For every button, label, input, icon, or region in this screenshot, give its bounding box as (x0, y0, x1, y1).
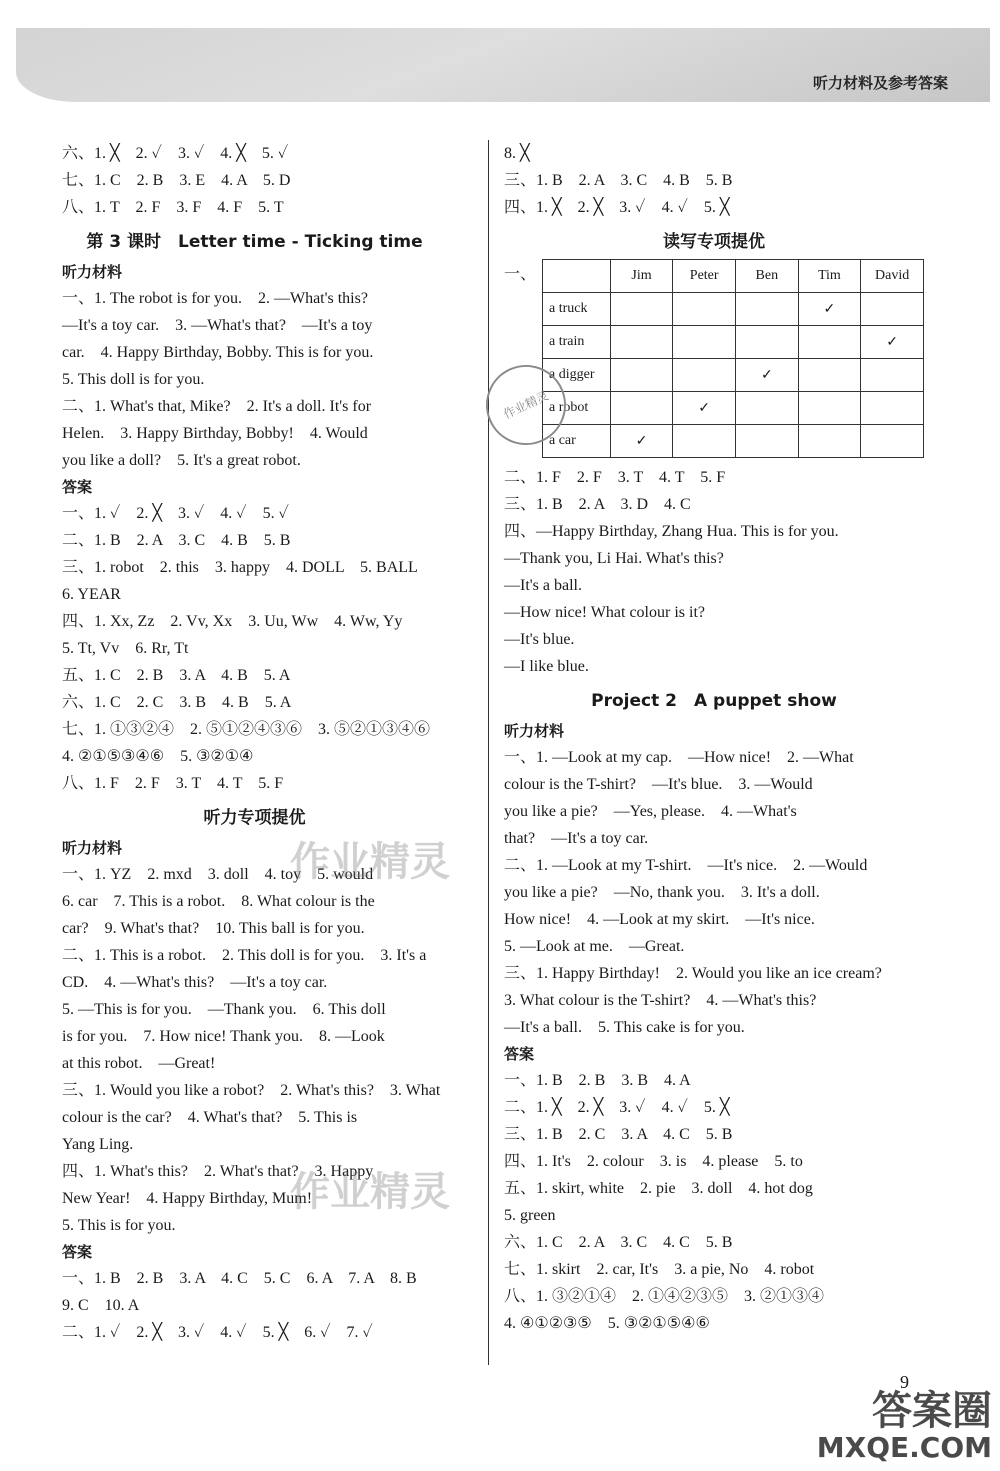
text-line: 二、1. This is a robot. 2. This doll is for you. 3. It's a (62, 947, 427, 964)
right-top-answers (504, 140, 924, 221)
text-line: 一、1. The robot is for you. 2. —What's this? (62, 290, 368, 307)
answer-line: 5. Tt, Vv 6. Rr, Tt (62, 640, 189, 657)
text-line: 5. —This is for you. —Thank you. 6. This doll (62, 1001, 386, 1018)
table-cell (861, 392, 924, 425)
text-line: car? 9. What's that? 10. This ball is for you. (62, 920, 365, 937)
lesson-title: 第 3 课时 Letter time - Ticking time (86, 232, 423, 252)
table-cell: ✓ (798, 293, 861, 326)
table-cell (610, 392, 673, 425)
text-line: 5. This is for you. (62, 1217, 176, 1234)
table-row (543, 293, 924, 326)
answer-line: —It's blue. (504, 631, 575, 648)
answer-line: —I like blue. (504, 658, 589, 675)
table-cell (610, 293, 673, 326)
text-line: 5. —Look at me. —Great. (504, 938, 685, 955)
table-header-cell: Jim (610, 260, 673, 293)
table-cell (861, 293, 924, 326)
answers-heading: 答案 (62, 1243, 93, 1261)
listening-heading: 听力材料 (62, 263, 123, 281)
right-column (504, 140, 924, 1337)
answer-line: 七、1. C 2. B 3. E 4. A 5. D (62, 172, 291, 189)
answer-line: 五、1. skirt, white 2. pie 3. doll 4. hot dog (504, 1180, 813, 1197)
text-line: 一、1. —Look at my cap. —How nice! 2. —What (504, 749, 854, 766)
answer-line: 七、1. ①③②④ 2. ⑤①②④③⑥ 3. ⑤②①③④⑥ (62, 721, 431, 738)
column-divider (488, 140, 489, 1365)
s3-answers-block (504, 464, 924, 680)
text-line: Yang Ling. (62, 1136, 134, 1153)
row-label: a train (543, 326, 611, 359)
table-cell: ✓ (736, 359, 799, 392)
table-cell (798, 425, 861, 458)
answer-line: 三、1. robot 2. this 3. happy 4. DOLL 5. BALL (62, 559, 418, 576)
text-line: How nice! 4. —Look at my skirt. —It's nice. (504, 911, 815, 928)
answer-line: 4. ④①②③⑤ 5. ③②①⑤④⑥ (504, 1315, 710, 1332)
table-cell (798, 392, 861, 425)
project-title: Project 2 A puppet show (591, 691, 837, 711)
answer-line: 八、1. ③②①④ 2. ①④②③⑤ 3. ②①③④ (504, 1288, 825, 1305)
table-cell (610, 326, 673, 359)
answer-line: 三、1. B 2. C 3. A 4. C 5. B (504, 1126, 733, 1143)
answer-line: 四、—Happy Birthday, Zhang Hua. This is for you. (504, 523, 839, 540)
left-top-answers (62, 140, 447, 221)
site-watermark-title: 答案圈 (872, 1388, 992, 1434)
answer-line: —How nice! What colour is it? (504, 604, 705, 621)
table-cell (861, 359, 924, 392)
text-line: car. 4. Happy Birthday, Bobby. This is for you. (62, 344, 374, 361)
answer-line: 二、1. ╳ 2. ╳ 3. ✓ 4. ✓ 5. ╳ (504, 1099, 730, 1116)
text-line: New Year! 4. Happy Birthday, Mum! (62, 1190, 313, 1207)
text-line: 二、1. What's that, Mike? 2. It's a doll. It's for (62, 398, 372, 415)
text-line: —It's a ball. 5. This cake is for you. (504, 1019, 745, 1036)
lesson-listening-block (62, 285, 447, 474)
table-cell: ✓ (673, 392, 736, 425)
toy-table-wrap (504, 259, 924, 458)
row-label: a car (543, 425, 611, 458)
answer-line: 二、1. B 2. A 3. C 4. B 5. B (62, 532, 291, 549)
answer-line: 五、1. C 2. B 3. A 4. B 5. A (62, 667, 291, 684)
text-line: 四、1. What's this? 2. What's that? 3. Happy (62, 1163, 374, 1180)
answer-line: 一、1. ✓ 2. ╳ 3. ✓ 4. ✓ 5. ✓ (62, 505, 289, 522)
answer-line: 四、1. ╳ 2. ╳ 3. ✓ 4. ✓ 5. ╳ (504, 199, 730, 216)
page-number: 9 (900, 1372, 909, 1392)
text-line: 5. This doll is for you. (62, 371, 205, 388)
row-label: a digger (543, 359, 611, 392)
text-line: 三、1. Would you like a robot? 2. What's this? 3. What (62, 1082, 441, 1099)
text-line: colour is the car? 4. What's that? 5. This is (62, 1109, 358, 1126)
stamp-text: 作业精灵 (501, 388, 551, 422)
toy-table (542, 259, 924, 458)
answer-line: 二、1. ✓ 2. ╳ 3. ✓ 4. ✓ 5. ╳ 6. ✓ 7. ✓ (62, 1324, 373, 1341)
s2-answers-block (62, 1265, 447, 1346)
text-line: is for you. 7. How nice! Thank you. 8. —Look (62, 1028, 385, 1045)
project-listening-block (504, 744, 924, 1041)
watermark-text: 作业精灵 (290, 839, 450, 885)
answer-line: 六、1. ╳ 2. ✓ 3. ✓ 4. ╳ 5. ✓ (62, 145, 289, 162)
table-cell (673, 293, 736, 326)
table-cell (736, 425, 799, 458)
answer-line: 四、1. Xx, Zz 2. Vv, Xx 3. Uu, Ww 4. Ww, Yy (62, 613, 403, 630)
answer-line: 5. green (504, 1207, 556, 1224)
table-row (543, 326, 924, 359)
text-line: 3. What colour is the T-shirt? 4. —What's this? (504, 992, 817, 1009)
text-line: 一、1. YZ 2. mxd 3. doll 4. toy 5. would (62, 866, 374, 883)
text-line: you like a pie? —No, thank you. 3. It's a doll. (504, 884, 820, 901)
answer-line: 六、1. C 2. C 3. B 4. B 5. A (62, 694, 292, 711)
table-cell (798, 359, 861, 392)
site-watermark-url: MXQE.COM (816, 1431, 992, 1464)
table-header-cell: Ben (736, 260, 799, 293)
answer-line: 八、1. F 2. F 3. T 4. T 5. F (62, 775, 284, 792)
listening-heading: 听力材料 (504, 722, 565, 740)
table-header-cell: David (861, 260, 924, 293)
project-answers-block (504, 1067, 924, 1337)
section-title-listening: 听力专项提优 (203, 808, 306, 828)
table-cell (861, 425, 924, 458)
text-line: —It's a toy car. 3. —What's that? —It's a toy (62, 317, 373, 334)
answer-line: 三、1. B 2. A 3. D 4. C (504, 496, 691, 513)
table-row (543, 392, 924, 425)
table-header-cell: Peter (673, 260, 736, 293)
text-line: you like a pie? —Yes, please. 4. —What's (504, 803, 797, 820)
table-cell (798, 326, 861, 359)
row-label: a truck (543, 293, 611, 326)
text-line: 二、1. —Look at my T-shirt. —It's nice. 2. —Would (504, 857, 868, 874)
text-line: you like a doll? 5. It's a great robot. (62, 452, 301, 469)
table-header-row (543, 260, 924, 293)
text-line: colour is the T-shirt? —It's blue. 3. —Would (504, 776, 813, 793)
answers-heading: 答案 (62, 478, 93, 496)
table-question-label: 一、 (504, 266, 537, 283)
text-line: that? —It's a toy car. (504, 830, 649, 847)
site-watermark (817, 1389, 992, 1463)
answer-line: 一、1. B 2. B 3. A 4. C 5. C 6. A 7. A 8. B (62, 1270, 417, 1287)
text-line: 6. car 7. This is a robot. 8. What colour is the (62, 893, 375, 910)
table-header-cell: Tim (798, 260, 861, 293)
table-row (543, 359, 924, 392)
answer-line: 8. ╳ (504, 145, 530, 162)
table-cell (673, 425, 736, 458)
table-cell (673, 326, 736, 359)
table-cell: ✓ (610, 425, 673, 458)
answer-line: —It's a ball. (504, 577, 582, 594)
section-title-reading-writing: 读写专项提优 (663, 232, 765, 252)
table-header-cell (543, 260, 611, 293)
row-label: a robot (543, 392, 611, 425)
table-cell (610, 359, 673, 392)
answer-line: 三、1. B 2. A 3. C 4. B 5. B (504, 172, 733, 189)
answer-line: 6. YEAR (62, 586, 121, 603)
text-line: at this robot. —Great! (62, 1055, 216, 1072)
answer-line: 六、1. C 2. A 3. C 4. C 5. B (504, 1234, 733, 1251)
answer-line: —Thank you, Li Hai. What's this? (504, 550, 724, 567)
table-cell: ✓ (861, 326, 924, 359)
text-line: 三、1. Happy Birthday! 2. Would you like an ice cream? (504, 965, 882, 982)
answers-heading: 答案 (504, 1045, 535, 1063)
text-line: CD. 4. —What's this? —It's a toy car. (62, 974, 328, 991)
table-cell (736, 326, 799, 359)
table-cell (736, 392, 799, 425)
text-line: Helen. 3. Happy Birthday, Bobby! 4. Would (62, 425, 368, 442)
lesson-answers-block (62, 500, 447, 797)
listening-heading: 听力材料 (62, 839, 123, 857)
page-header-title: 听力材料及参考答案 (812, 74, 948, 92)
table-cell (736, 293, 799, 326)
answer-line: 八、1. T 2. F 3. F 4. F 5. T (62, 199, 284, 216)
table-row (543, 425, 924, 458)
watermark-text: 作业精灵 (290, 1169, 450, 1215)
answer-line: 四、1. It's 2. colour 3. is 4. please 5. to (504, 1153, 803, 1170)
answer-line: 二、1. F 2. F 3. T 4. T 5. F (504, 469, 726, 486)
answer-line: 4. ②①⑤③④⑥ 5. ③②①④ (62, 748, 254, 765)
table-cell (673, 359, 736, 392)
answer-line: 9. C 10. A (62, 1297, 140, 1314)
answer-line: 一、1. B 2. B 3. B 4. A (504, 1072, 691, 1089)
answer-line: 七、1. skirt 2. car, It's 3. a pie, No 4. robot (504, 1261, 815, 1278)
